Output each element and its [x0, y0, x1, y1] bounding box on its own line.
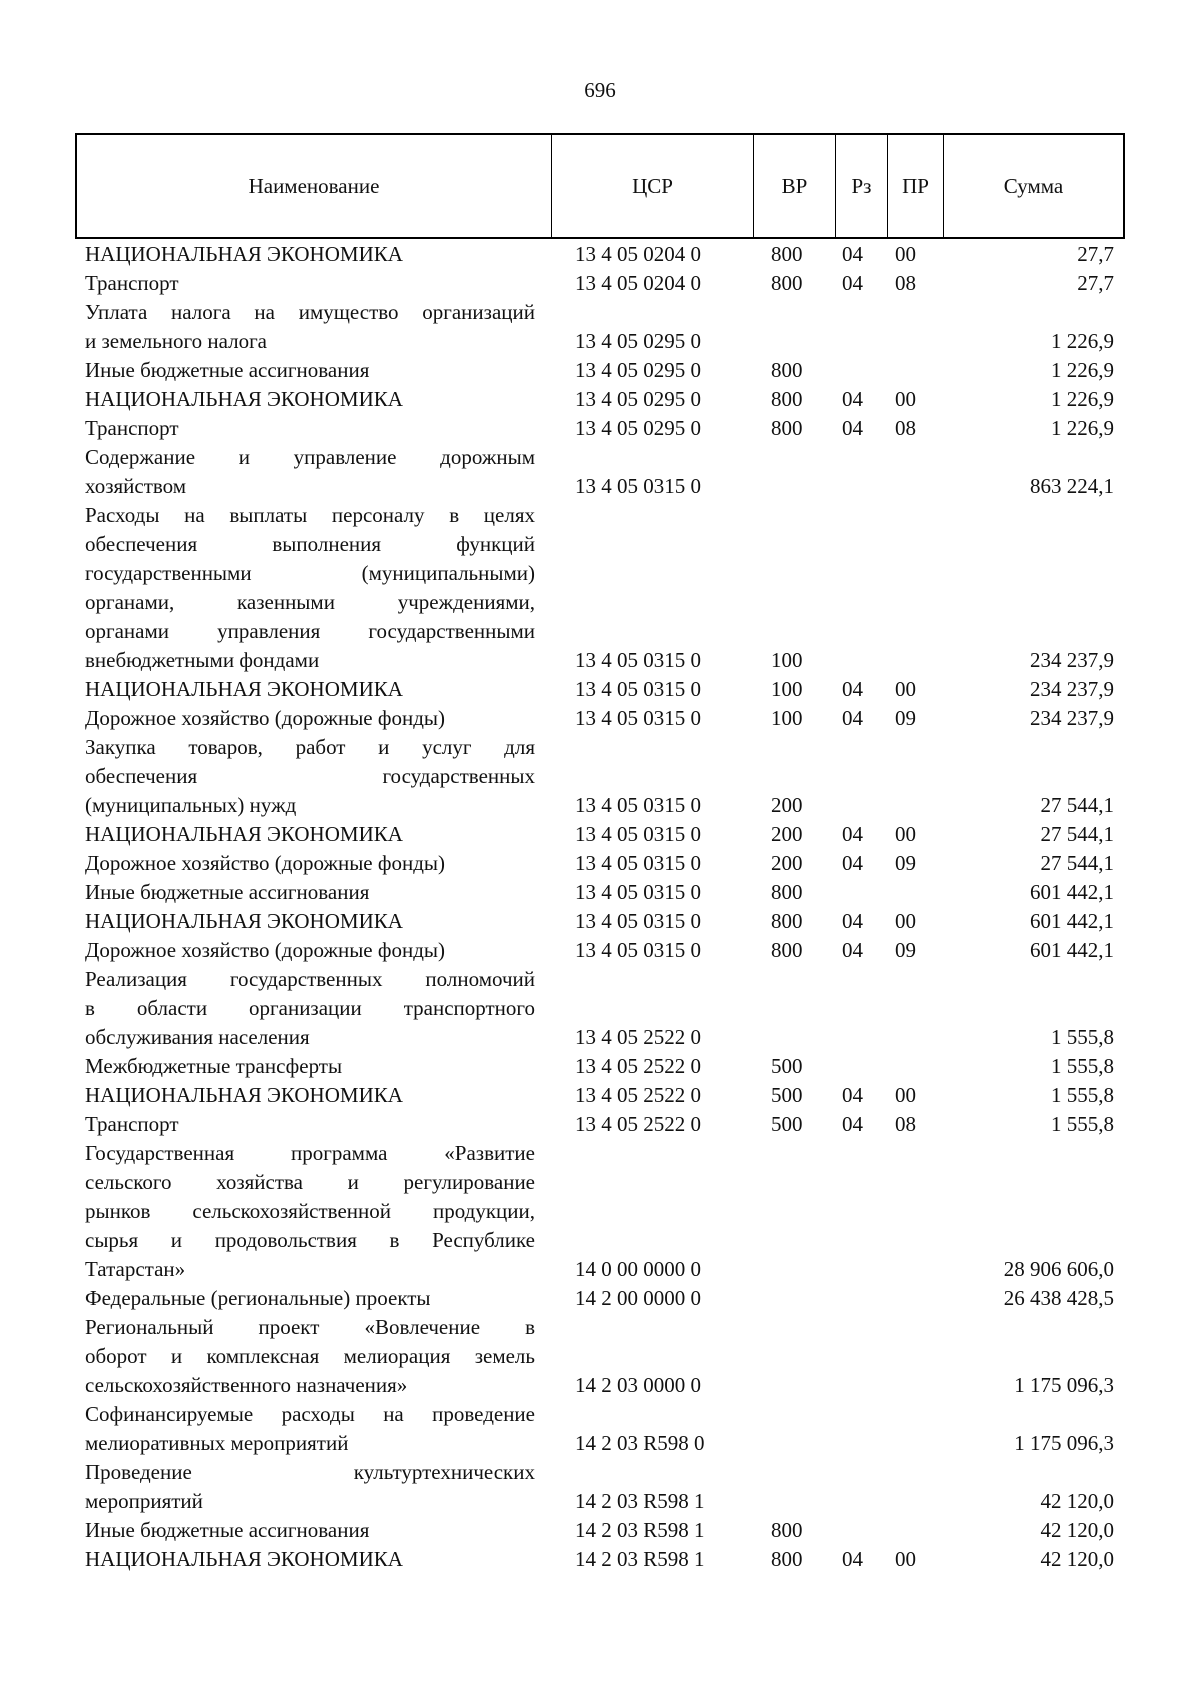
row-sum: 27,7: [1077, 242, 1114, 266]
row-sum: 1 226,9: [1051, 358, 1114, 382]
row-name: [85, 936, 535, 965]
row-name: [85, 443, 535, 501]
row-vr: 100: [771, 706, 803, 730]
row-pr: 08: [895, 416, 916, 440]
row-vr: 800: [771, 1518, 803, 1542]
row-pr: 08: [895, 1112, 916, 1136]
row-name-line: Иные бюджетные ассигнования: [85, 880, 370, 904]
row-rz: 04: [842, 1083, 863, 1107]
row-csr: 14 2 03 R598 1: [575, 1489, 705, 1513]
row-name-line: Федеральные (региональные) проекты: [85, 1286, 431, 1310]
row-csr: 13 4 05 0295 0: [575, 358, 701, 382]
row-name: [85, 269, 535, 298]
row-name-line: Иные бюджетные ассигнования: [85, 358, 370, 382]
table-row: [0, 356, 1200, 385]
row-name: [85, 965, 535, 1052]
row-name: [85, 704, 535, 733]
row-vr: 200: [771, 822, 803, 846]
row-name-line: органами, казенными учреждениями,: [85, 590, 535, 614]
row-name-line: НАЦИОНАЛЬНАЯ ЭКОНОМИКА: [85, 677, 403, 701]
row-csr: 13 4 05 2522 0: [575, 1112, 701, 1136]
row-name: [85, 298, 535, 356]
table-row: [0, 936, 1200, 965]
row-pr: 00: [895, 909, 916, 933]
table-row: [0, 414, 1200, 443]
row-name: [85, 1545, 535, 1574]
row-csr: 13 4 05 0295 0: [575, 387, 701, 411]
row-csr: 13 4 05 2522 0: [575, 1083, 701, 1107]
header-rz: Рз: [835, 135, 887, 237]
row-sum: 234 237,9: [1030, 706, 1114, 730]
row-name-line: (муниципальных) нужд: [85, 793, 297, 817]
row-name-line: мелиоративных мероприятий: [85, 1431, 349, 1455]
row-name: [85, 733, 535, 820]
row-vr: 200: [771, 793, 803, 817]
row-name-line: сельского хозяйства и регулирование: [85, 1170, 535, 1194]
row-sum: 1 175 096,3: [1014, 1373, 1114, 1397]
table-row: [0, 1545, 1200, 1574]
row-name-line: Дорожное хозяйство (дорожные фонды): [85, 938, 446, 962]
row-name-line: Дорожное хозяйство (дорожные фонды): [85, 706, 446, 730]
row-rz: 04: [842, 938, 863, 962]
row-name-line: обеспечения выполнения функций: [85, 532, 535, 556]
row-pr: 00: [895, 1083, 916, 1107]
row-pr: 09: [895, 706, 916, 730]
row-pr: 08: [895, 271, 916, 295]
row-name-line: НАЦИОНАЛЬНАЯ ЭКОНОМИКА: [85, 1547, 403, 1571]
row-sum: 42 120,0: [1040, 1547, 1114, 1571]
row-name: [85, 849, 535, 878]
row-name-line: и земельного налога: [85, 329, 268, 353]
row-name: [85, 1284, 535, 1313]
page-number: 696: [584, 78, 616, 102]
row-name: [85, 1081, 535, 1110]
row-rz: 04: [842, 851, 863, 875]
table-row: [0, 385, 1200, 414]
row-name-line: Расходы на выплаты персоналу в целях: [85, 503, 535, 527]
row-csr: 13 4 05 2522 0: [575, 1054, 701, 1078]
header-pr: ПР: [887, 135, 943, 237]
table-row: [0, 1052, 1200, 1081]
row-csr: 14 2 03 R598 0: [575, 1431, 705, 1455]
row-sum: 1 555,8: [1051, 1083, 1114, 1107]
table-row: [0, 704, 1200, 733]
row-vr: 500: [771, 1083, 803, 1107]
row-name-line: НАЦИОНАЛЬНАЯ ЭКОНОМИКА: [85, 909, 403, 933]
header-sum: Сумма: [943, 135, 1123, 237]
table-row: [0, 240, 1200, 269]
row-name: [85, 501, 535, 675]
table-row: [0, 733, 1200, 820]
row-name-line: НАЦИОНАЛЬНАЯ ЭКОНОМИКА: [85, 1083, 403, 1107]
row-sum: 1 555,8: [1051, 1054, 1114, 1078]
row-name: [85, 1139, 535, 1284]
row-sum: 1 175 096,3: [1014, 1431, 1114, 1455]
row-name: [85, 1516, 535, 1545]
row-name: [85, 1458, 535, 1516]
row-pr: 00: [895, 242, 916, 266]
table-row: [0, 820, 1200, 849]
table-row: [0, 1313, 1200, 1400]
row-csr: 13 4 05 0315 0: [575, 706, 701, 730]
row-rz: 04: [842, 822, 863, 846]
row-sum: 234 237,9: [1030, 648, 1114, 672]
row-name-line: Содержание и управление дорожным: [85, 445, 535, 469]
row-name: [85, 1313, 535, 1400]
table-row: [0, 1458, 1200, 1516]
row-name-line: Региональный проект «Вовлечение в: [85, 1315, 535, 1339]
row-rz: 04: [842, 706, 863, 730]
row-name-line: Транспорт: [85, 271, 179, 295]
table-row: [0, 849, 1200, 878]
table-row: [0, 1284, 1200, 1313]
row-name-line: Иные бюджетные ассигнования: [85, 1518, 370, 1542]
row-csr: 14 2 03 0000 0: [575, 1373, 701, 1397]
row-name-line: НАЦИОНАЛЬНАЯ ЭКОНОМИКА: [85, 822, 403, 846]
row-rz: 04: [842, 416, 863, 440]
row-sum: 1 226,9: [1051, 416, 1114, 440]
row-name: [85, 820, 535, 849]
row-name: [85, 414, 535, 443]
row-rz: 04: [842, 242, 863, 266]
row-vr: 200: [771, 851, 803, 875]
row-name-line: сырья и продовольствия в Республике: [85, 1228, 535, 1252]
row-name-line: Уплата налога на имущество организаций: [85, 300, 535, 324]
row-csr: 13 4 05 0315 0: [575, 677, 701, 701]
header-name: Наименование: [248, 173, 380, 198]
row-sum: 27 544,1: [1040, 851, 1114, 875]
row-name-line: Дорожное хозяйство (дорожные фонды): [85, 851, 446, 875]
row-name-line: сельскохозяйственного назначения»: [85, 1373, 408, 1397]
row-pr: 00: [895, 677, 916, 701]
row-vr: 800: [771, 387, 803, 411]
row-vr: 800: [771, 909, 803, 933]
row-vr: 800: [771, 271, 803, 295]
row-csr: 13 4 05 0204 0: [575, 242, 701, 266]
table-row: [0, 298, 1200, 356]
table-row: [0, 1110, 1200, 1139]
row-sum: 1 226,9: [1051, 329, 1114, 353]
row-csr: 13 4 05 0295 0: [575, 416, 701, 440]
table-row: [0, 675, 1200, 704]
row-rz: 04: [842, 1112, 863, 1136]
row-name: [85, 1110, 535, 1139]
row-name-line: государственными (муниципальными): [85, 561, 535, 585]
table-header: [75, 133, 1125, 239]
row-csr: 14 2 00 0000 0: [575, 1286, 701, 1310]
row-sum: 234 237,9: [1030, 677, 1114, 701]
row-vr: 800: [771, 358, 803, 382]
row-name-line: Софинансируемые расходы на проведение: [85, 1402, 535, 1426]
row-sum: 28 906 606,0: [1003, 1257, 1114, 1281]
row-pr: 00: [895, 1547, 916, 1571]
row-rz: 04: [842, 909, 863, 933]
row-name: [85, 385, 535, 414]
row-name: [85, 240, 535, 269]
row-name-line: внебюджетными фондами: [85, 648, 320, 672]
row-name-line: обеспечения государственных: [85, 764, 535, 788]
row-name-line: Межбюджетные трансферты: [85, 1054, 343, 1078]
row-name: [85, 675, 535, 704]
row-name-line: Транспорт: [85, 416, 179, 440]
row-name-line: оборот и комплексная мелиорация земель: [85, 1344, 535, 1368]
row-csr: 13 4 05 0315 0: [575, 909, 701, 933]
row-name-line: хозяйством: [85, 474, 187, 498]
row-name-line: рынков сельскохозяйственной продукции,: [85, 1199, 535, 1223]
row-name-line: органами управления государственными: [85, 619, 535, 643]
row-name-line: НАЦИОНАЛЬНАЯ ЭКОНОМИКА: [85, 387, 403, 411]
row-name-line: Проведение культуртехнических: [85, 1460, 535, 1484]
row-sum: 27,7: [1077, 271, 1114, 295]
row-csr: 13 4 05 0315 0: [575, 474, 701, 498]
row-name-line: Татарстан»: [85, 1257, 186, 1281]
row-vr: 800: [771, 242, 803, 266]
table-row: [0, 878, 1200, 907]
row-name: [85, 356, 535, 385]
row-csr: 13 4 05 0315 0: [575, 938, 701, 962]
table-row: [0, 1400, 1200, 1458]
table-row: [0, 907, 1200, 936]
row-name-line: Закупка товаров, работ и услуг для: [85, 735, 535, 759]
row-name-line: обслуживания населения: [85, 1025, 310, 1049]
header-vr: ВР: [753, 135, 835, 237]
row-name: [85, 907, 535, 936]
table-row: [0, 443, 1200, 501]
row-name-line: Государственная программа «Развитие: [85, 1141, 535, 1165]
header-csr: ЦСР: [551, 135, 753, 237]
table-row: [0, 965, 1200, 1052]
row-rz: 04: [842, 677, 863, 701]
row-sum: 1 226,9: [1051, 387, 1114, 411]
row-sum: 42 120,0: [1040, 1518, 1114, 1542]
row-sum: 1 555,8: [1051, 1112, 1114, 1136]
row-vr: 800: [771, 1547, 803, 1571]
row-csr: 13 4 05 0295 0: [575, 329, 701, 353]
row-csr: 13 4 05 0315 0: [575, 648, 701, 672]
row-name: [85, 1052, 535, 1081]
row-name-line: в области организации транспортного: [85, 996, 535, 1020]
row-vr: 800: [771, 880, 803, 904]
row-csr: 13 4 05 2522 0: [575, 1025, 701, 1049]
row-name: [85, 878, 535, 907]
row-rz: 04: [842, 271, 863, 295]
row-vr: 500: [771, 1054, 803, 1078]
row-vr: 100: [771, 677, 803, 701]
row-csr: 13 4 05 0315 0: [575, 793, 701, 817]
table-row: [0, 501, 1200, 675]
row-name-line: мероприятий: [85, 1489, 203, 1513]
row-sum: 27 544,1: [1040, 822, 1114, 846]
row-sum: 27 544,1: [1040, 793, 1114, 817]
table-body: [0, 240, 1200, 1574]
row-rz: 04: [842, 387, 863, 411]
row-csr: 14 2 03 R598 1: [575, 1547, 705, 1571]
row-pr: 09: [895, 938, 916, 962]
row-rz: 04: [842, 1547, 863, 1571]
row-vr: 800: [771, 938, 803, 962]
row-sum: 601 442,1: [1030, 880, 1114, 904]
row-sum: 601 442,1: [1030, 909, 1114, 933]
table-row: [0, 1081, 1200, 1110]
row-sum: 1 555,8: [1051, 1025, 1114, 1049]
row-name-line: Реализация государственных полномочий: [85, 967, 535, 991]
table-row: [0, 269, 1200, 298]
row-sum: 42 120,0: [1040, 1489, 1114, 1513]
row-vr: 800: [771, 416, 803, 440]
row-pr: 00: [895, 822, 916, 846]
row-name-line: Транспорт: [85, 1112, 179, 1136]
row-sum: 26 438 428,5: [1003, 1286, 1114, 1310]
row-csr: 14 0 00 0000 0: [575, 1257, 701, 1281]
row-sum: 601 442,1: [1030, 938, 1114, 962]
row-csr: 13 4 05 0315 0: [575, 880, 701, 904]
row-pr: 09: [895, 851, 916, 875]
row-name-line: НАЦИОНАЛЬНАЯ ЭКОНОМИКА: [85, 242, 403, 266]
table-row: [0, 1139, 1200, 1284]
row-sum: 863 224,1: [1030, 474, 1114, 498]
row-csr: 13 4 05 0204 0: [575, 271, 701, 295]
row-csr: 13 4 05 0315 0: [575, 851, 701, 875]
row-csr: 13 4 05 0315 0: [575, 822, 701, 846]
row-vr: 500: [771, 1112, 803, 1136]
row-vr: 100: [771, 648, 803, 672]
row-csr: 14 2 03 R598 1: [575, 1518, 705, 1542]
row-pr: 00: [895, 387, 916, 411]
table-row: [0, 1516, 1200, 1545]
row-name: [85, 1400, 535, 1458]
